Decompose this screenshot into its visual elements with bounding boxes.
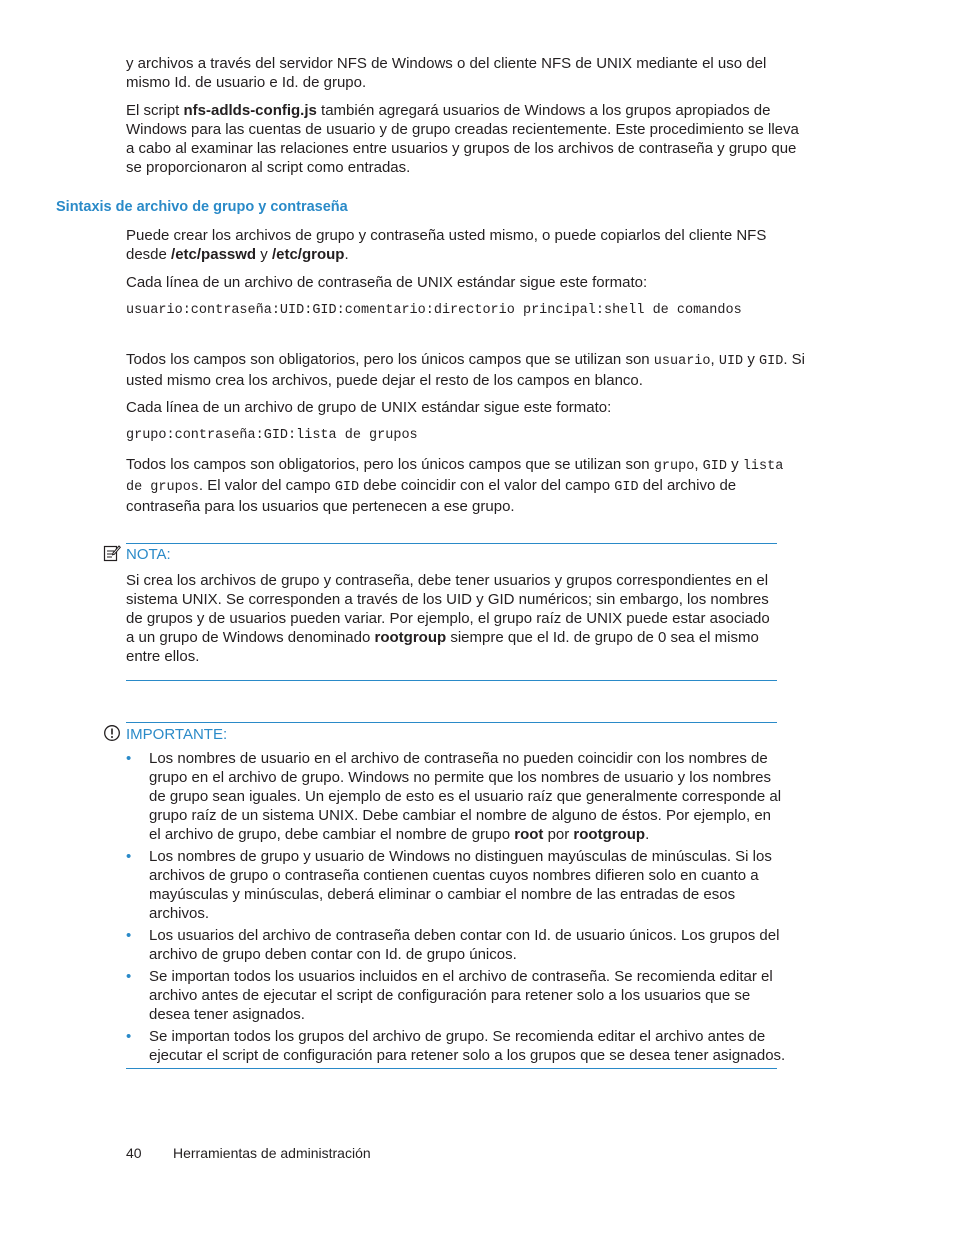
bullet-icon: • [126, 848, 132, 865]
section-paragraph-2 [126, 273, 806, 292]
group-name: root [514, 826, 544, 843]
path-passwd: /etc/passwd [171, 246, 257, 263]
note-bottom-rule [126, 680, 777, 681]
code-inline: usuario [653, 354, 711, 369]
code-inline: GID [759, 354, 784, 369]
list-item [126, 967, 786, 1024]
text-span: debe coincidir con el valor del campo [359, 477, 615, 494]
text-span: El script [126, 102, 184, 119]
code-passwd-format: usuario:contraseña:UID:GID:comentario:directorio principal:shell de comandos [126, 303, 742, 318]
section-paragraph-4 [126, 398, 806, 417]
text-span: Cada línea de un archivo de grupo de UNIX estándar sigue este formato: [126, 399, 612, 416]
bullet-icon: • [126, 927, 132, 944]
text-span: . El valor del campo [198, 477, 335, 494]
text-span: Los nombres de usuario en el archivo de contraseña no pueden coincidir con los nombres de grupo en el archivo de grupo. Windows no permite que los nombres de usuario y los nombres de grupo sean iguales. Un ejemplo de esto es el usuario raíz que generalmente corresponde al grupo raíz de un sistema UNIX. Debe cambiar el nombre de alguno de éstos. Por ejemplo, en el archivo de grupo, debe cambiar el nombre de grupo [149, 750, 782, 843]
text-span: del archivo de contraseña para los usuarios que pertenecen a ese grupo. [126, 477, 737, 515]
text-span: Se importan todos los usuarios incluidos en el archivo de contraseña. Se recomienda editar el archivo antes de ejecutar el script de configuración para retener solo a los usuarios que se desea tener asignados. [149, 968, 773, 1023]
text-span: Todos los campos son obligatorios, pero los únicos campos que se utilizan son [126, 351, 654, 368]
section-paragraph-3 [126, 350, 806, 390]
list-item [126, 847, 786, 923]
text-span: también agregará usuarios de Windows a los grupos apropiados de Windows para las cuentas de usuario y de grupo creadas recientemente. Este procedimiento se lleva a cabo al examinar las relaciones entre usuarios y grupos de los archivos de contraseña y grupo que se proporcionaron al script como entradas. [126, 102, 799, 176]
important-label: IMPORTANTE: [126, 726, 228, 743]
text-span: , [710, 351, 719, 368]
note-top-rule [126, 543, 777, 544]
script-name: nfs-adlds-config.js [183, 102, 317, 119]
list-item [126, 749, 786, 844]
group-name: rootgroup [573, 826, 646, 843]
text-span: , [694, 456, 703, 473]
bullet-icon: • [126, 750, 132, 767]
code-inline: GID [702, 459, 727, 474]
path-group: /etc/group [271, 246, 345, 263]
list-item [126, 926, 786, 964]
text-span: y [743, 351, 760, 368]
bullet-icon: • [126, 1028, 132, 1045]
text-span: Si crea los archivos de grupo y contraseña, debe tener usuarios y grupos correspondientes en el sistema UNIX. Se corresponden a través de los UID y GID numéricos; sin embargo, los nombres de grupos y de usuarios pueden variar. Por ejemplo, el grupo raíz de UNIX puede estar asociado a un grupo de Windows denominado [126, 572, 770, 646]
text-span: . [344, 246, 349, 263]
section-heading: Sintaxis de archivo de grupo y contraseña [56, 199, 348, 215]
text-span: . [645, 826, 650, 843]
intro-paragraph-1 [126, 54, 806, 92]
section-paragraph-1 [126, 226, 806, 264]
important-icon [103, 724, 121, 747]
text-span: Se importan todos los grupos del archivo de grupo. Se recomienda editar el archivo antes de ejecutar el script de configuración para retener solo a los grupos que se desea tener asignados. [149, 1028, 786, 1064]
intro-paragraph-2 [126, 101, 806, 177]
footer-section-title: Herramientas de administración [173, 1145, 371, 1161]
list-item [126, 1027, 786, 1065]
group-name: rootgroup [374, 629, 447, 646]
text-span: Todos los campos son obligatorios, pero los únicos campos que se utilizan son [126, 456, 654, 473]
text-span: y [256, 246, 272, 263]
code-inline: lista de grupos [126, 459, 784, 495]
code-inline: grupo [653, 459, 695, 474]
text-span: siempre que el Id. de grupo de 0 sea el mismo entre ellos. [126, 629, 759, 665]
important-bottom-rule [126, 1068, 777, 1069]
bullet-icon: • [126, 968, 132, 985]
important-top-rule [126, 722, 777, 723]
text-span: por [543, 826, 574, 843]
section-paragraph-5 [126, 455, 806, 516]
important-list [126, 749, 786, 1068]
code-inline: UID [718, 354, 744, 369]
note-label: NOTA: [126, 546, 171, 563]
code-inline: GID [334, 480, 360, 495]
text-span: . Si usted mismo crea los archivos, puede dejar el resto de los campos en blanco. [126, 351, 806, 389]
text-span: Cada línea de un archivo de contraseña de UNIX estándar sigue este formato: [126, 274, 648, 291]
text-span: y [726, 456, 743, 473]
note-icon [103, 544, 121, 567]
code-inline: GID [614, 480, 639, 495]
text-span: Puede crear los archivos de grupo y contraseña usted mismo, o puede copiarlos del cliente NFS desde [126, 227, 767, 263]
code-group-format: grupo:contraseña:GID:lista de grupos [126, 428, 418, 443]
text-span: Los nombres de grupo y usuario de Windows no distinguen mayúsculas de minúsculas. Si los archivos de grupo o contraseña contienen cuentas cuyos nombres difieren solo en cuanto a mayúsculas y minúsculas, deberá eliminar o cambiar el nombre de las entradas de esos archivos. [149, 848, 772, 922]
note-text [126, 571, 776, 666]
text-span: Los usuarios del archivo de contraseña deben contar con Id. de usuario únicos. Los grupos del archivo de grupo deben contar con Id. de grupo únicos. [149, 927, 780, 963]
page-number: 40 [126, 1145, 142, 1161]
intro-text-1: y archivos a través del servidor NFS de Windows o del cliente NFS de UNIX mediante el uso del mismo Id. de usuario e Id. de grupo. [126, 55, 767, 91]
